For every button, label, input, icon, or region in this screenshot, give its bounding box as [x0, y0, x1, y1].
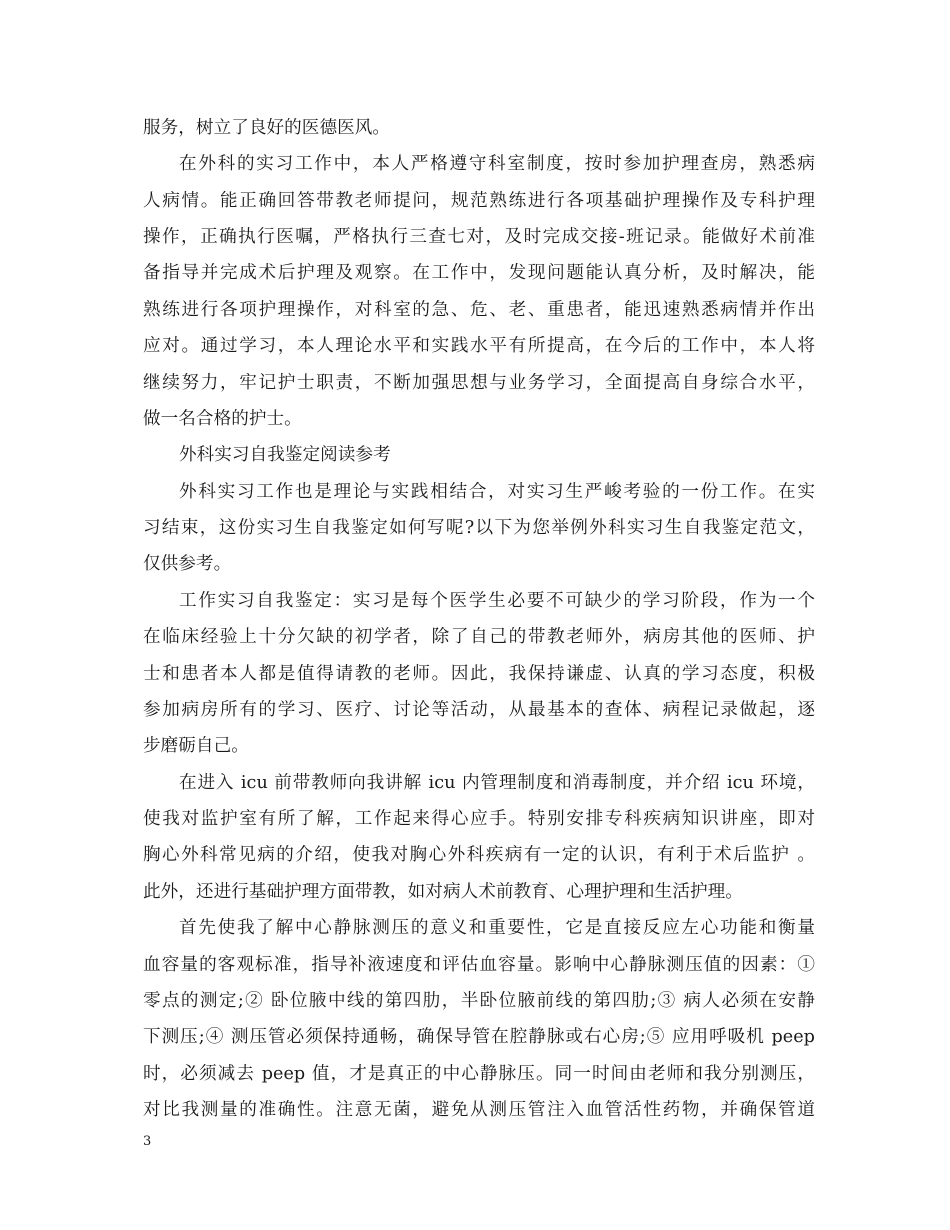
text-line: 此外，还进行基础护理方面带教，如对病人术前教育、心理护理和生活护理。: [143, 882, 743, 902]
text-line: 下测压;④ 测压管必须保持通畅，确保导管在腔静脉或右心房;⑤ 应用呼吸机 peep: [143, 1027, 815, 1047]
text-line: 习结束，这份实习生自我鉴定如何写呢?以下为您举例外科实习生自我鉴定范文，: [143, 518, 815, 538]
text-line: 使我对监护室有所了解，工作起来得心应手。特别安排专科疾病知识讲座，即对: [143, 809, 815, 829]
text-line: 服务，树立了良好的医德医风。: [143, 118, 391, 138]
text-line: 操作，正确执行医嘱，严格执行三查七对，及时完成交接-班记录。能做好术前准: [143, 227, 815, 247]
text-line: 在临床经验上十分欠缺的初学者，除了自己的带教老师外，病房其他的医师、护: [143, 627, 815, 647]
text-line: 人病情。能正确回答带教老师提问，规范熟练进行各项基础护理操作及专科护理: [143, 191, 815, 211]
text-line: 工作实习自我鉴定：实习是每个医学生必要不可缺少的学习阶段，作为一个: [179, 591, 815, 611]
text-line: 应对。通过学习，本人理论水平和实践水平有所提高，在今后的工作中，本人将: [143, 336, 815, 356]
text-line: 外科实习工作也是理论与实践相结合，对实习生严峻考验的一份工作。在实: [179, 482, 815, 502]
text-line: 备指导并完成术后护理及观察。在工作中，发现问题能认真分析，及时解决，能: [143, 263, 815, 283]
text-line: 在外科的实习工作中，本人严格遵守科室制度，按时参加护理查房，熟悉病: [179, 154, 815, 174]
text-line: 熟练进行各项护理操作，对科室的急、危、老、重患者，能迅速熟悉病情并作出: [143, 300, 815, 320]
section-heading: 外科实习自我鉴定阅读参考: [179, 445, 391, 465]
text-line: 仅供参考。: [143, 554, 232, 574]
text-line: 士和患者本人都是值得请教的老师。因此，我保持谦虚、认真的学习态度，积极: [143, 664, 815, 684]
text-line: 零点的测定;② 卧位腋中线的第四肋，半卧位腋前线的第四肋;③ 病人必须在安静: [143, 991, 815, 1011]
text-line: 在进入 icu 前带教师向我讲解 icu 内管理制度和消毒制度，并介绍 icu 环境，: [179, 773, 815, 793]
text-line: 继续努力，牢记护士职责，不断加强思想与业务学习，全面提高自身综合水平，: [143, 373, 815, 393]
text-line: 血容量的客观标准，指导补液速度和评估血容量。影响中心静脉测压值的因素：①: [143, 955, 815, 975]
text-line: 步磨砺自己。: [143, 736, 249, 756]
text-line: 参加病房所有的学习、医疗、讨论等活动，从最基本的查体、病程记录做起，逐: [143, 700, 815, 720]
text-line: 做一名合格的护士。: [143, 409, 302, 429]
text-line: 时，必须减去 peep 值，才是真正的中心静脉压。同一时间由老师和我分别测压，: [143, 1064, 815, 1084]
page-number: 3: [143, 1134, 152, 1149]
text-line: 对比我测量的准确性。注意无菌，避免从测压管注入血管活性药物，并确保管道: [143, 1100, 815, 1120]
text-line: 胸心外科常见病的介绍，使我对胸心外科疾病有一定的认识，有利于术后监护 。: [143, 845, 815, 865]
text-line: 首先使我了解中心静脉测压的意义和重要性，它是直接反应左心功能和衡量: [179, 918, 815, 938]
